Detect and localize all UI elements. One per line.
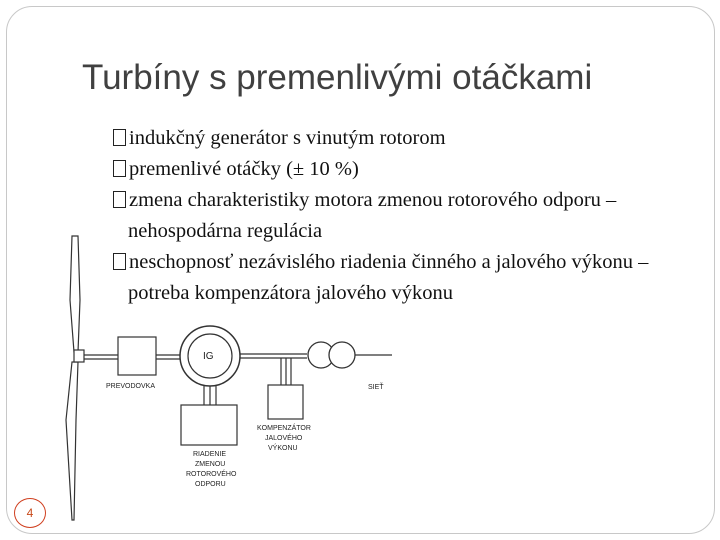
transformer-right [329,342,355,368]
bullet-item [113,185,673,247]
slide-title: Turbíny s premenlivými otáčkami [82,58,593,97]
bullet-item [113,247,673,309]
control-box [181,405,237,445]
bullet-box-icon [113,160,126,177]
compensator-label-2: JALOVÉHO [265,435,303,442]
bullet-text: neschopnosť nezávislého riadenia činného a jalového výkonu – potreba kompenzátora jalového výkonu [128,251,649,304]
compensator-box [268,385,303,419]
slide-number: 4 [14,498,46,528]
control-label-4: ODPORU [195,481,226,488]
control-label-1: RIADENIE [193,451,227,458]
bullet-box-icon [113,253,126,270]
compensator-label-1: KOMPENZÁTOR [257,425,311,432]
blade-bottom [66,362,78,520]
hub [74,350,84,362]
generator-label: IG [203,351,214,362]
bullet-item [113,154,673,185]
bullet-box-icon [113,191,126,208]
compensator-label-3: VÝKONU [268,445,298,452]
grid-label: SIEŤ [368,384,384,391]
bullet-text: zmena charakteristiky motora zmenou rotorového odporu – nehospodárna regulácia [128,189,617,242]
bullet-text: premenlivé otáčky (± 10 %) [129,158,359,180]
blade-top [70,236,80,352]
gearbox-label: PREVODOVKA [106,383,156,390]
gearbox-box [118,337,156,375]
bullet-text: indukčný generátor s vinutým rotorom [129,127,446,149]
control-label-3: ROTOROVÉHO [186,471,237,478]
bullet-list [113,123,673,309]
bullet-item [113,123,673,154]
control-label-2: ZMENOU [195,461,226,468]
bullet-box-icon [113,129,126,146]
